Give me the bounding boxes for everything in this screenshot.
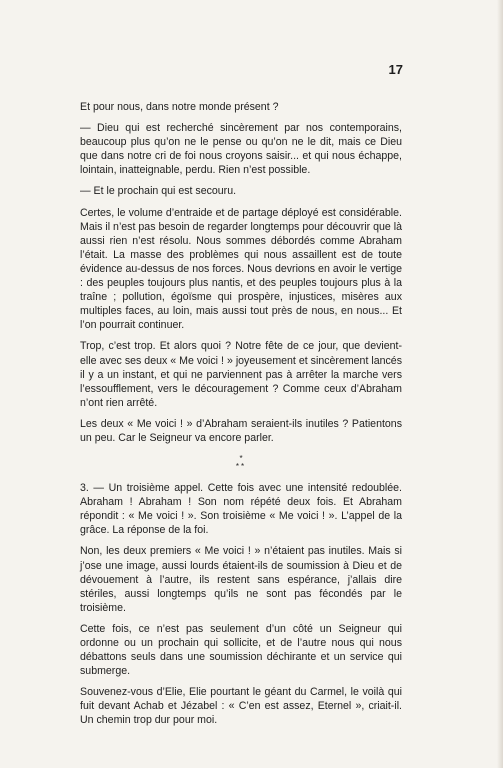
paragraph: Non, les deux premiers « Me voici ! » n’étaient pas inutiles. Mais si j’ose une image, aussi lourds étaient-ils de soumission à Dieu et de dévouement à l’autre, ils restent sans espérance, j’allais dire stériles, aussi longtemps qu’ils ne sont pas fécondés par le troisième. bbox=[80, 545, 402, 614]
paragraph: Cette fois, ce n’est pas seulement d’un côté un Seigneur qui ordonne ou un prochain qui sollicite, et de l’autre nous qui nous débattons seuls dans une soumission déchirante et un service qui submerge. bbox=[80, 622, 402, 678]
paragraph: 3. — Un troisième appel. Cette fois avec une intensité redoublée. Abraham ! Abraham ! Son nom répété deux fois. Et Abraham répondit : « Me voici ! ». Son troisième « Me voici ! ». L’appel de la grâce. La réponse de la foi. bbox=[80, 482, 402, 537]
paragraph: Les deux « Me voici ! » d’Abraham seraient-ils inutiles ? Patientons un peu. Car le Seigneur va encore parler. bbox=[80, 417, 402, 444]
separator-star-top: * bbox=[239, 454, 243, 464]
paragraph: Trop, c’est trop. Et alors quoi ? Notre fête de ce jour, que devient-elle avec ses deux « Me voici ! » joyeusement et sincèrement lancés il y a un instant, et qui ne parviennent pas à arrêter la marche vers l’essoufflement, vers le découragement ? Comme ceux d’Abraham n’ont rien arrêté. bbox=[80, 340, 402, 409]
body-text bbox=[80, 100, 402, 735]
paragraph: — Et le prochain qui est secouru. bbox=[80, 185, 237, 198]
paragraph: — Dieu qui est recherché sincèrement par nos contemporains, beaucoup plus qu’on ne le pense ou qu’on ne le dit, mais ce Dieu que dans notre cri de foi nous croyons saisir... et qui nous échappe, lointain, inatteignable, perdu. Rien n’est possible. bbox=[80, 122, 402, 177]
page-edge-shadow bbox=[497, 0, 503, 768]
section-separator bbox=[80, 455, 402, 471]
paragraph: Certes, le volume d’entraide et de partage déployé est considérable. Mais il n’est pas besoin de regarder longtemps pour découvrir que là aussi rien n’est résolu. Nous sommes débordés comme Abraham l’était. La masse des problèmes qui nous assaillent est de toute évidence au-dessus de nos forces. Nous devrions en avoir le vertige : des peuples toujours plus nantis, et des peuples toujours plus à la traîne ; pollution, égoïsme qui prospère, injustices, misères aux multiples faces, au loin, mais aussi tout près de nous, en nous... Et l’on pourrait continuer. bbox=[80, 206, 402, 332]
paragraph: Et pour nous, dans notre monde présent ? bbox=[80, 101, 279, 113]
paragraph: Souvenez-vous d’Elie, Elie pourtant le géant du Carmel, le voilà qui fuit devant Achab et Jézabel : « C’en est assez, Eternel », criait-il. Un chemin trop dur pour moi. bbox=[80, 686, 402, 727]
page-number: 17 bbox=[388, 62, 403, 77]
separator-stars-bottom: ** bbox=[235, 462, 247, 472]
